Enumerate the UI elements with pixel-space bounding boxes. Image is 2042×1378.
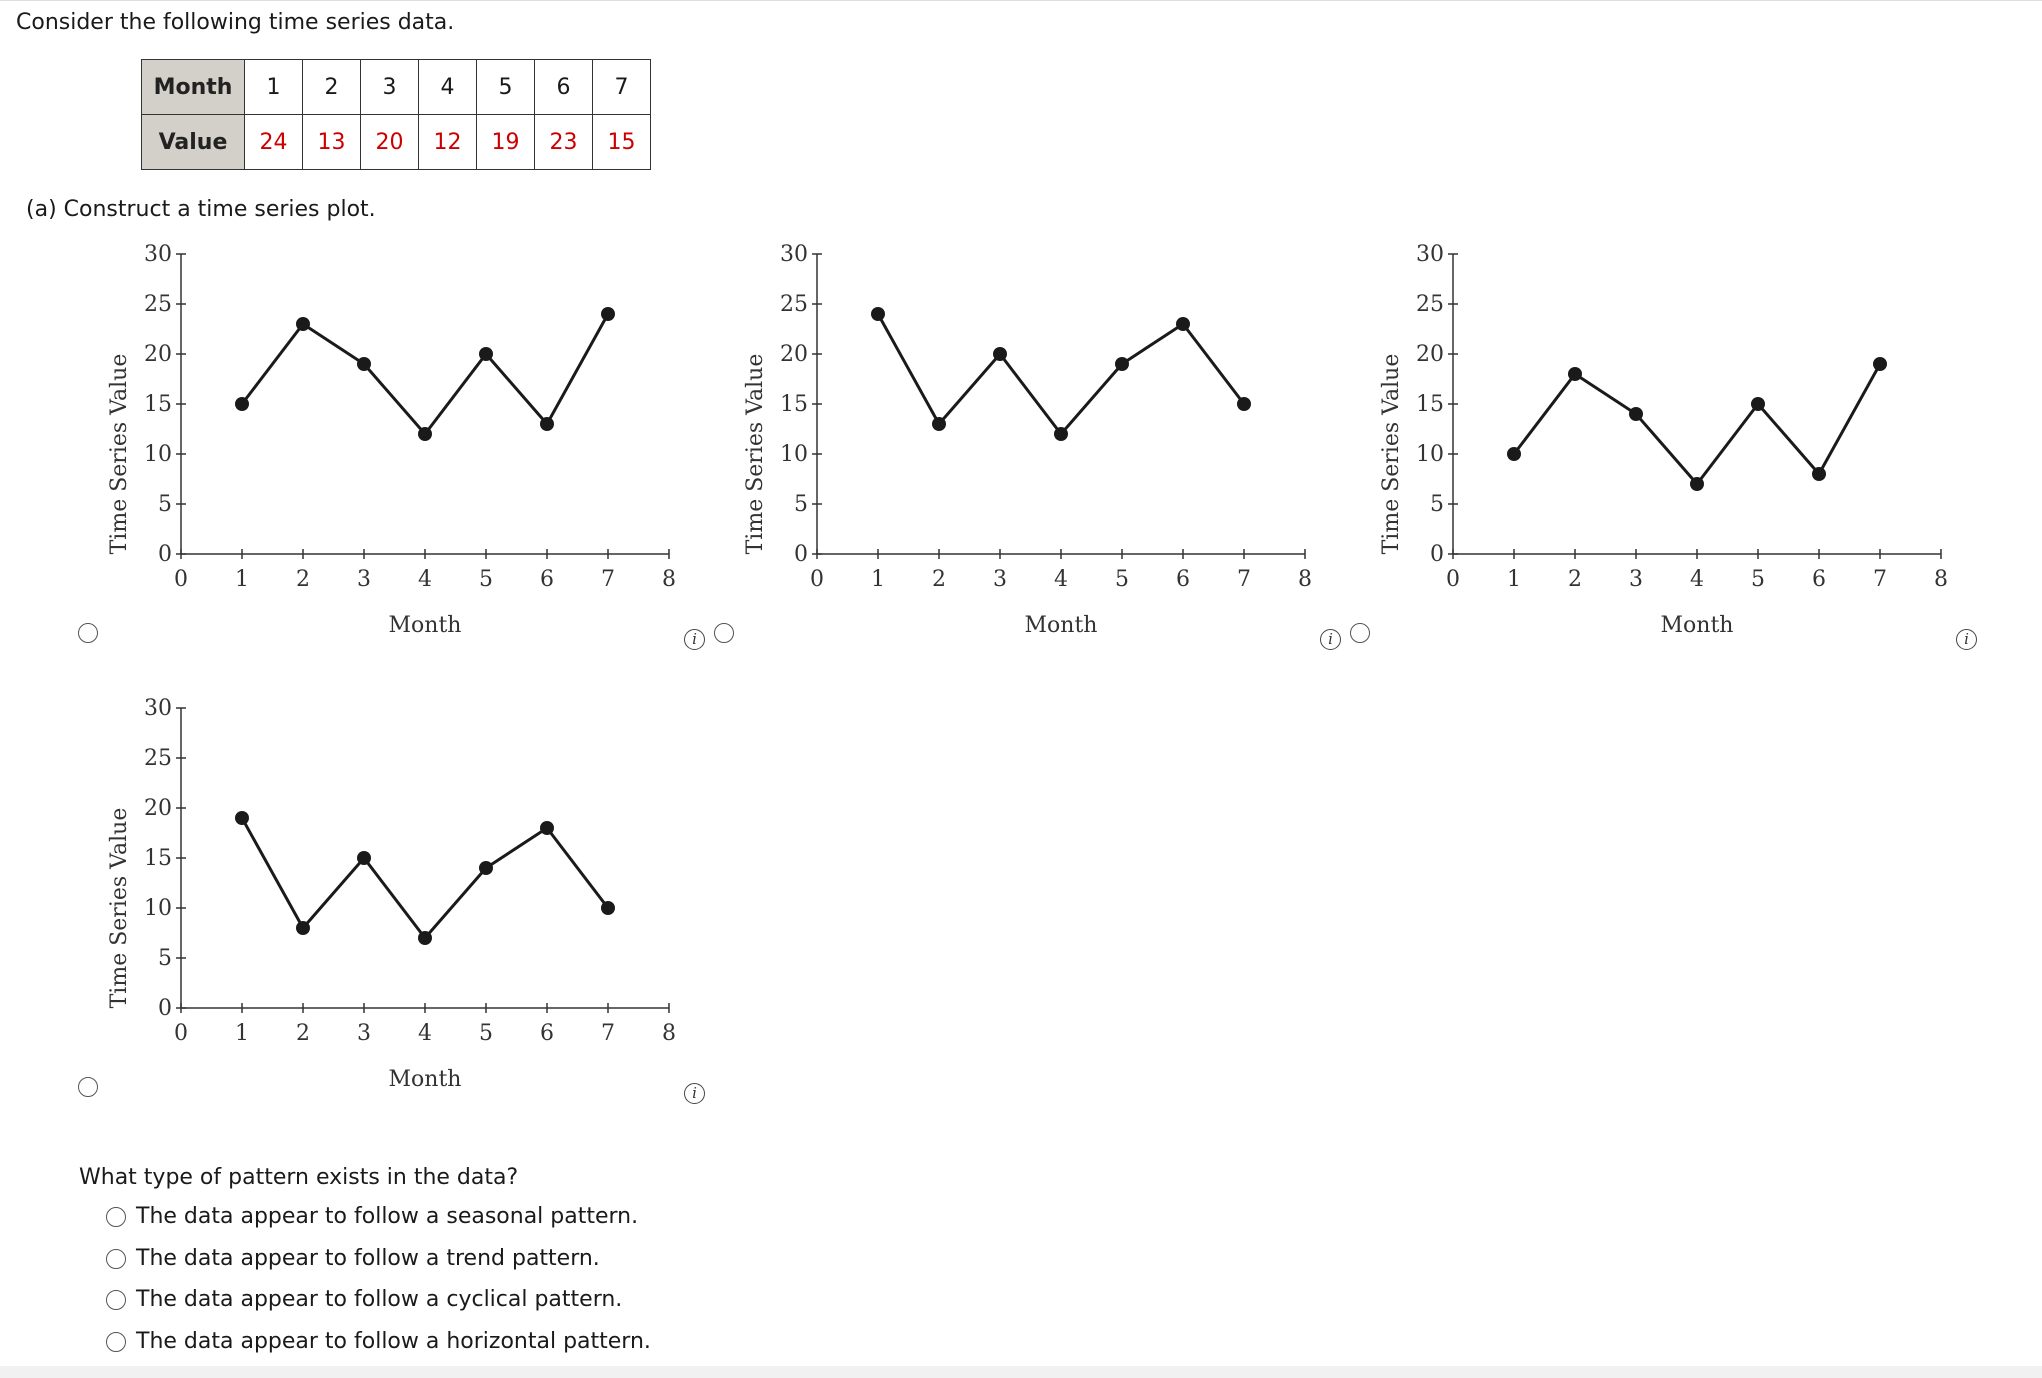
x-tick-label: 1 <box>1507 567 1521 592</box>
data-point <box>418 931 432 945</box>
data-point <box>1568 367 1582 381</box>
x-tick-label: 4 <box>1054 567 1068 592</box>
data-point <box>1237 397 1251 411</box>
data-point <box>479 347 493 361</box>
time-series-plot-4 <box>0 684 700 1104</box>
top-divider <box>0 0 2042 1</box>
chart-option-1 <box>0 230 700 650</box>
y-tick-label: 5 <box>1430 492 1444 517</box>
y-tick-label: 20 <box>144 342 172 367</box>
horizontal-radio[interactable] <box>106 1332 126 1352</box>
month-header: Month <box>142 60 245 115</box>
time-series-plot-3 <box>1272 230 1972 650</box>
series-line <box>1514 364 1880 484</box>
info-icon[interactable]: i <box>684 1083 705 1104</box>
x-tick-label: 5 <box>1751 567 1765 592</box>
data-point <box>357 357 371 371</box>
x-tick-label: 3 <box>357 567 371 592</box>
x-tick-label: 7 <box>601 567 615 592</box>
month-row <box>142 60 651 115</box>
y-tick-label: 5 <box>158 946 172 971</box>
value-cell: 24 <box>245 115 303 170</box>
time-series-plot-1 <box>0 230 700 650</box>
y-tick-label: 25 <box>1416 292 1444 317</box>
x-tick-label: 7 <box>1237 567 1251 592</box>
y-tick-label: 20 <box>1416 342 1444 367</box>
month-cell: 3 <box>361 60 419 115</box>
data-point <box>1812 467 1826 481</box>
x-tick-label: 6 <box>540 1021 554 1046</box>
option-label: The data appear to follow a cyclical pattern. <box>136 1287 623 1312</box>
y-axis-label: Time Series Value <box>1379 353 1404 555</box>
month-cell: 5 <box>477 60 535 115</box>
chart-option-3 <box>1272 230 1972 650</box>
x-tick-label: 8 <box>1934 567 1948 592</box>
value-cell: 12 <box>419 115 477 170</box>
option-label: The data appear to follow a seasonal pattern. <box>136 1204 639 1229</box>
data-point <box>540 821 554 835</box>
series-line <box>242 314 608 434</box>
data-point <box>1507 447 1521 461</box>
y-axis-label: Time Series Value <box>107 807 132 1009</box>
x-axis-label: Month <box>388 1067 462 1092</box>
x-tick-label: 8 <box>662 1021 676 1046</box>
series-line <box>242 818 608 938</box>
data-point <box>932 417 946 431</box>
chart-option-2 <box>636 230 1336 650</box>
data-point <box>418 427 432 441</box>
y-tick-label: 0 <box>794 542 808 567</box>
y-tick-label: 20 <box>144 796 172 821</box>
x-axis-label: Month <box>1660 613 1734 638</box>
y-tick-label: 25 <box>144 746 172 771</box>
plot-option-1-radio[interactable] <box>78 623 98 643</box>
data-point <box>357 851 371 865</box>
y-tick-label: 5 <box>158 492 172 517</box>
data-point <box>871 307 885 321</box>
x-tick-label: 4 <box>418 567 432 592</box>
data-point <box>540 417 554 431</box>
y-tick-label: 15 <box>144 846 172 871</box>
data-point <box>1054 427 1068 441</box>
x-tick-label: 5 <box>1115 567 1129 592</box>
time-series-plot-2 <box>636 230 1336 650</box>
value-header: Value <box>142 115 245 170</box>
x-tick-label: 0 <box>174 1021 188 1046</box>
data-point <box>235 811 249 825</box>
data-point <box>601 901 615 915</box>
y-tick-label: 10 <box>780 442 808 467</box>
x-tick-label: 7 <box>601 1021 615 1046</box>
x-tick-label: 0 <box>174 567 188 592</box>
info-icon[interactable]: i <box>1956 629 1977 650</box>
y-tick-label: 0 <box>158 542 172 567</box>
x-tick-label: 6 <box>1176 567 1190 592</box>
month-cell: 7 <box>593 60 651 115</box>
y-tick-label: 25 <box>144 292 172 317</box>
plot-option-4-radio[interactable] <box>78 1077 98 1097</box>
x-tick-label: 3 <box>357 1021 371 1046</box>
x-tick-label: 0 <box>1446 567 1460 592</box>
x-tick-label: 2 <box>296 567 310 592</box>
x-tick-label: 1 <box>235 567 249 592</box>
x-tick-label: 8 <box>1298 567 1312 592</box>
value-cell: 23 <box>535 115 593 170</box>
trend-radio[interactable] <box>106 1249 126 1269</box>
x-tick-label: 0 <box>810 567 824 592</box>
pattern-option-cyclical[interactable] <box>106 1287 622 1312</box>
data-point <box>296 921 310 935</box>
x-tick-label: 2 <box>1568 567 1582 592</box>
x-tick-label: 3 <box>1629 567 1643 592</box>
data-point <box>1751 397 1765 411</box>
x-tick-label: 3 <box>993 567 1007 592</box>
part-a-prompt: (a) Construct a time series plot. <box>26 197 376 222</box>
y-tick-label: 5 <box>794 492 808 517</box>
bottom-bar <box>0 1366 2042 1378</box>
y-tick-label: 10 <box>144 896 172 921</box>
y-tick-label: 30 <box>780 242 808 267</box>
x-tick-label: 4 <box>418 1021 432 1046</box>
x-tick-label: 6 <box>1812 567 1826 592</box>
month-cell: 6 <box>535 60 593 115</box>
data-point <box>1873 357 1887 371</box>
option-label: The data appear to follow a horizontal pattern. <box>136 1329 651 1354</box>
plot-option-3-radio[interactable] <box>1350 623 1370 643</box>
data-point <box>1629 407 1643 421</box>
chart-option-4 <box>0 684 700 1104</box>
y-tick-label: 0 <box>158 996 172 1021</box>
y-tick-label: 15 <box>144 392 172 417</box>
x-tick-label: 8 <box>662 567 676 592</box>
value-cell: 19 <box>477 115 535 170</box>
cyclical-radio[interactable] <box>106 1290 126 1310</box>
x-tick-label: 6 <box>540 567 554 592</box>
time-series-table <box>141 59 651 170</box>
month-cell: 4 <box>419 60 477 115</box>
y-tick-label: 30 <box>144 696 172 721</box>
series-line <box>878 314 1244 434</box>
month-cell: 1 <box>245 60 303 115</box>
y-tick-label: 15 <box>1416 392 1444 417</box>
value-cell: 15 <box>593 115 651 170</box>
data-point <box>479 861 493 875</box>
info-icon[interactable]: i <box>684 629 705 650</box>
data-point <box>1176 317 1190 331</box>
data-point <box>235 397 249 411</box>
x-tick-label: 2 <box>296 1021 310 1046</box>
y-axis-label: Time Series Value <box>743 353 768 555</box>
data-point <box>993 347 1007 361</box>
x-tick-label: 4 <box>1690 567 1704 592</box>
data-point <box>296 317 310 331</box>
data-point <box>1690 477 1704 491</box>
y-axis-label: Time Series Value <box>107 353 132 555</box>
intro-text: Consider the following time series data. <box>16 10 455 35</box>
x-tick-label: 1 <box>235 1021 249 1046</box>
y-tick-label: 10 <box>144 442 172 467</box>
value-row <box>142 115 651 170</box>
month-cell: 2 <box>303 60 361 115</box>
x-axis-label: Month <box>1024 613 1098 638</box>
data-point <box>1115 357 1129 371</box>
data-point <box>601 307 615 321</box>
plot-option-2-radio[interactable] <box>714 623 734 643</box>
pattern-option-seasonal[interactable] <box>106 1204 638 1229</box>
value-cell: 13 <box>303 115 361 170</box>
x-tick-label: 5 <box>479 567 493 592</box>
x-tick-label: 5 <box>479 1021 493 1046</box>
y-tick-label: 0 <box>1430 542 1444 567</box>
pattern-option-trend[interactable] <box>106 1246 600 1271</box>
y-tick-label: 30 <box>1416 242 1444 267</box>
option-label: The data appear to follow a trend pattern. <box>136 1246 600 1271</box>
pattern-option-horizontal[interactable] <box>106 1329 651 1354</box>
value-cell: 20 <box>361 115 419 170</box>
x-tick-label: 7 <box>1873 567 1887 592</box>
pattern-question: What type of pattern exists in the data? <box>79 1165 519 1190</box>
seasonal-radio[interactable] <box>106 1207 126 1227</box>
info-icon[interactable]: i <box>1320 629 1341 650</box>
x-tick-label: 2 <box>932 567 946 592</box>
x-axis-label: Month <box>388 613 462 638</box>
y-tick-label: 30 <box>144 242 172 267</box>
x-tick-label: 1 <box>871 567 885 592</box>
y-tick-label: 15 <box>780 392 808 417</box>
y-tick-label: 20 <box>780 342 808 367</box>
y-tick-label: 10 <box>1416 442 1444 467</box>
y-tick-label: 25 <box>780 292 808 317</box>
